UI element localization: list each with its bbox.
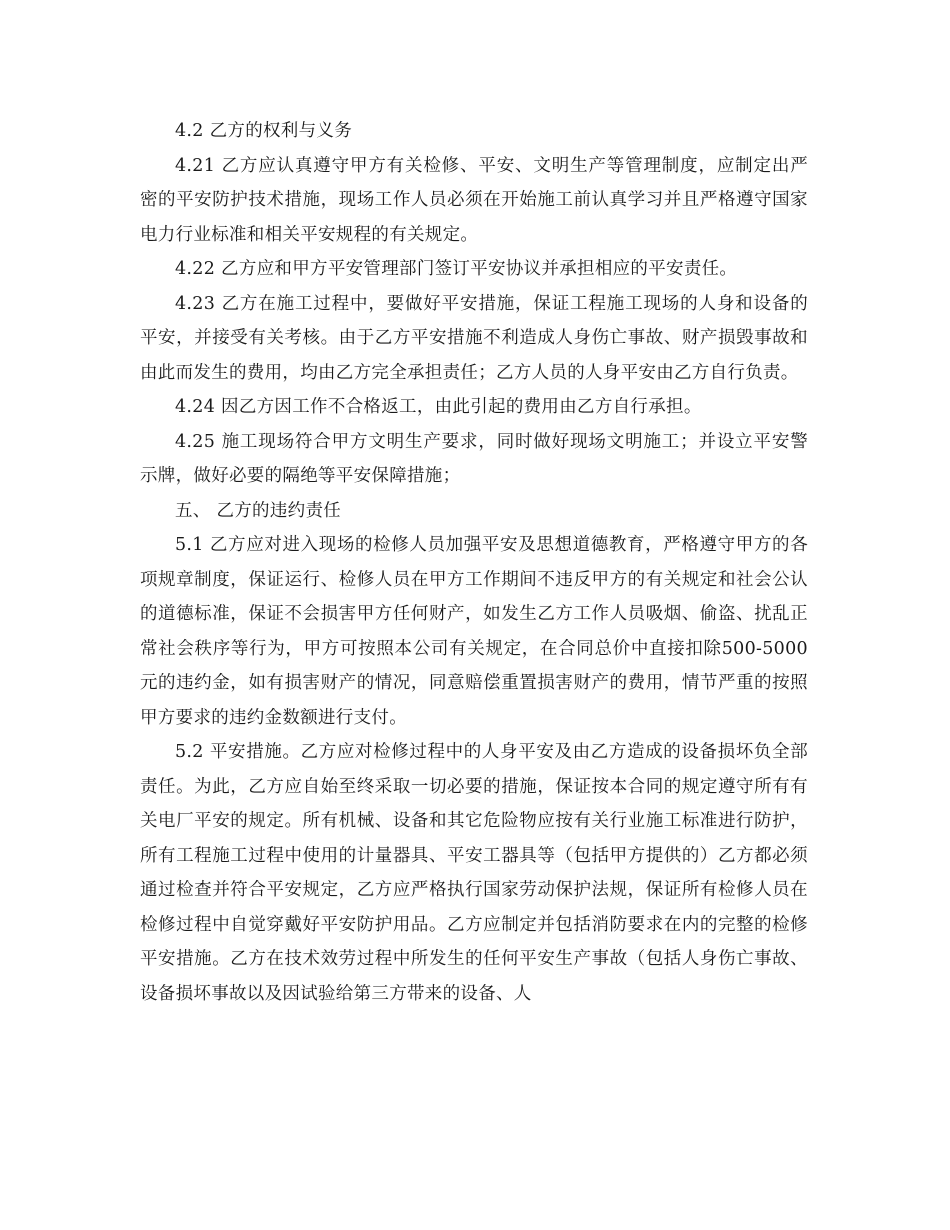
clause-5-1: 5.1 乙方应对进入现场的检修人员加强平安及思想道德教育，严格遵守甲方的各项规章制度，保证运行、检修人员在甲方工作期间不违反甲方的有关规定和社会公认的道德标准，保证不会损害甲方任何财产，如发生乙方工作人员吸烟、偷盗、扰乱正常社会秩序等行为，甲方可按照本公司有关规定，在合同总价中直接扣除500-5000元的违约金，如有损害财产的情况，同意赔偿重置损害财产的费用，情节严重的按照甲方要求的违约金数额进行支付。	[140, 535, 808, 728]
section-heading-4-2: 4.2 乙方的权利与义务	[175, 121, 352, 141]
document-body	[140, 114, 808, 1011]
clause-5-2: 5.2 平安措施。乙方应对检修过程中的人身平安及由乙方造成的设备损坏负全部责任。为此，乙方应自始至终采取一切必要的措施，保证按本合同的规定遵守所有有关电厂平安的规定。所有机械、设备和其它危险物应按有关行业施工标准进行防护，所有工程施工过程中使用的计量器具、平安工器具等（包括甲方提供的）乙方都必须通过检查并符合平安规定，乙方应严格执行国家劳动保护法规，保证所有检修人员在检修过程中自觉穿戴好平安防护用品。乙方应制定并包括消防要求在内的完整的检修平安措施。乙方在技术效劳过程中所发生的任何平安生产事故（包括人身伤亡事故、设备损坏事故以及因试验给第三方带来的设备、人	[140, 742, 808, 1004]
clause-4-25: 4.25 施工现场符合甲方文明生产要求，同时做好现场文明施工；并设立平安警示牌，做好必要的隔绝等平安保障措施；	[140, 431, 808, 486]
clause-4-24: 4.24 因乙方因工作不合格返工，由此引起的费用由乙方自行承担。	[175, 397, 702, 417]
section-heading-5: 五、 乙方的违约责任	[175, 500, 342, 521]
clause-4-21: 4.21 乙方应认真遵守甲方有关检修、平安、文明生产等管理制度，应制定出严密的平安防护技术措施，现场工作人员必须在开始施工前认真学习并且严格遵守国家电力行业标准和相关平安规程的有关规定。	[140, 155, 808, 245]
clause-4-23: 4.23 乙方在施工过程中，要做好平安措施，保证工程施工现场的人身和设备的平安，并接受有关考核。由于乙方平安措施不利造成人身伤亡事故、财产损毁事故和由此而发生的费用，均由乙方完全承担责任；乙方人员的人身平安由乙方自行负责。	[140, 293, 808, 383]
clause-4-22: 4.22 乙方应和甲方平安管理部门签订平安协议并承担相应的平安责任。	[175, 259, 738, 279]
